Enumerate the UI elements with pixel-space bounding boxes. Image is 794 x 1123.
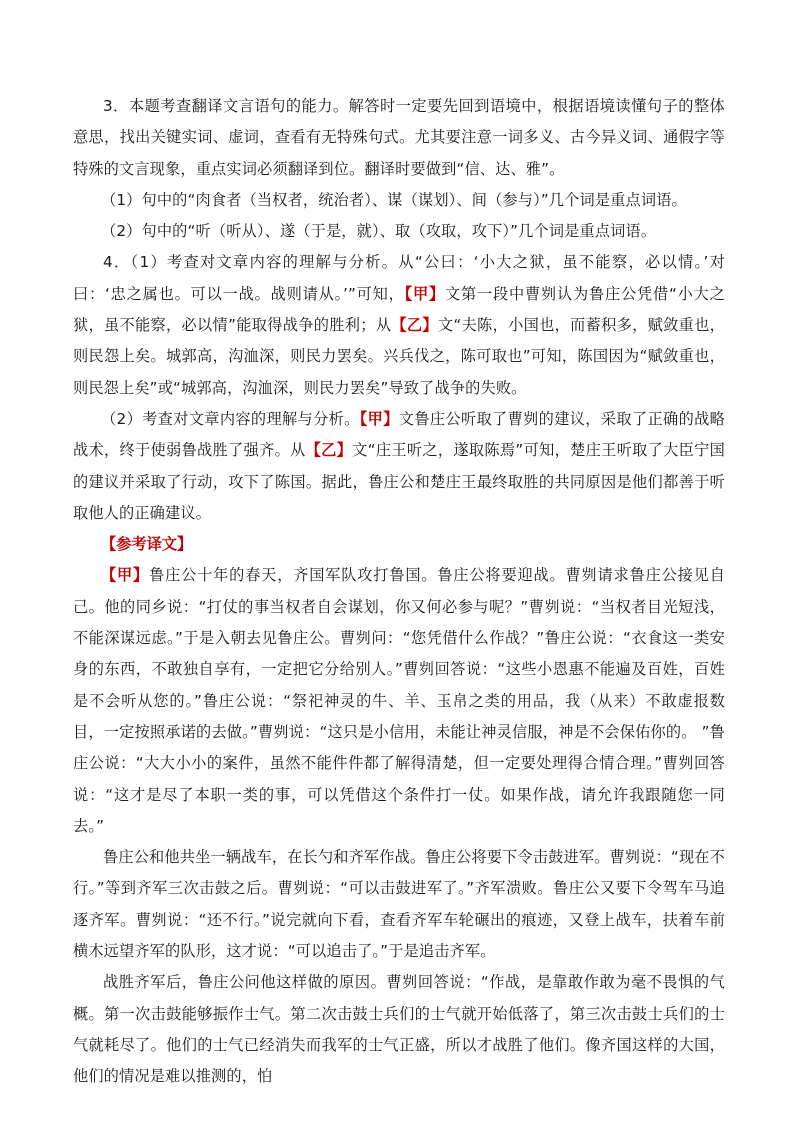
marker-jia: 【甲】 xyxy=(101,566,150,585)
explanation-item-4-1-text-b: 文第一段中曹刿认为鲁庄公凭借“小大之狱，虽不能察，必以情”能取得战争的胜利；从 xyxy=(73,284,725,335)
explanation-item-3-2 xyxy=(73,216,725,247)
answer-explanation-body xyxy=(73,91,725,1093)
reference-translation-heading xyxy=(73,529,725,560)
explanation-item-4-2 xyxy=(73,404,725,529)
explanation-item-3 xyxy=(73,91,725,185)
marker-yi: 【乙】 xyxy=(305,441,353,460)
marker-yi: 【乙】 xyxy=(391,316,438,335)
explanation-item-3-2-text: （2）句中的“听（听从）、遂（于是，就）、取（攻取，攻下）”几个词是重点词语。 xyxy=(101,222,657,241)
explanation-item-3-1-text: （1）句中的“肉食者（当权者，统治者）、谋（谋划）、间（参与）”几个词是重点词语。 xyxy=(101,190,687,209)
marker-jia: 【甲】 xyxy=(359,409,399,428)
translation-paragraph-1 xyxy=(73,560,725,842)
translation-paragraph-2 xyxy=(73,842,725,967)
translation-paragraph-3-text: 战胜齐军后，鲁庄公问他这样做的原因。曹刿回答说：“作战，是靠敢作敢为毫不畏惧的气概。第一次击鼓能够振作士气。第二次击鼓士兵们的士气就开始低落了，第三次击鼓士兵们的士气就耗尽了。他们的士气已经消失而我军的士气正盛，所以才战胜了他们。像齐国这样的大国，他们的情况是难以推测的，怕 xyxy=(73,973,725,1086)
explanation-item-4-2-text-a: （2）考查对文章内容的理解与分析。 xyxy=(101,409,360,428)
explanation-item-4-2-text-c: 文“庄王听之，遂取陈焉”可知，楚庄王听取了大臣宁国的建议并采取了行动，攻下了陈国。据此，鲁庄公和楚庄王最终取胜的共同原因是他们都善于听取他人的正确建议。 xyxy=(73,441,726,522)
translation-paragraph-1-text: 鲁庄公十年的春天，齐国军队攻打鲁国。鲁庄公将要迎战。曹刿请求鲁庄公接见自己。他的同乡说：“打仗的事当权者自会谋划，你又何必参与呢？”曹刿说：“当权者目光短浅，不能深谋远虑。”于是入朝去见鲁庄公。曹刿问：“您凭借什么作战？”鲁庄公说：“衣食这一类安身的东西，不敢独自享有，一定把它分给别人。”曹刿回答说：“这些小恩惠不能遍及百姓，百姓是不会听从您的。”鲁庄公说：“祭祀神灵的牛、羊、玉帛之类的用品，我（从来）不敢虚报数目，一定按照承诺的去做。”曹刿说：“这只是小信用，未能让神灵信服，神是不会保佑你的。 ”鲁庄公说：“大大小小的案件，虽然不能件件都了解得清楚，但一定要处理得合情合理。”曹刿回答说：“这才是尽了本职一类的事，可以凭借这个条件打一仗。如果作战，请允许我跟随您一同去。” xyxy=(73,566,726,835)
explanation-item-4-1 xyxy=(73,247,725,403)
translation-paragraph-2-text: 鲁庄公和他共坐一辆战车，在长勺和齐军作战。鲁庄公将要下令击鼓进军。曹刿说：“现在不行。”等到齐军三次击鼓之后。曹刿说：“可以击鼓进军了。”齐军溃败。鲁庄公又要下令驾车马追逐齐军。曹刿说：“还不行。”说完就向下看，查看齐军车轮碾出的痕迹，又登上战车，扶着车前横木远望齐军的队形，这才说：“可以追击了。”于是追击齐军。 xyxy=(73,848,725,961)
explanation-item-4-1-text-a: 4．（1）考查对文章内容的理解与分析。从“公曰：‘小大之狱，虽不能察，必以情。’对曰：‘忠之属也。可以一战。战则请从。’”可知， xyxy=(73,253,725,303)
explanation-item-4-1-text-c: 文“夫陈，小国也，而蓄积多，赋敛重也，则民怨上矣。城郭高，沟洫深，则民力罢矣。兴兵伐之，陈可取也”可知，陈国因为“赋敛重也，则民怨上矣”或“城郭高，沟洫深，则民力罢矣”导致了战争的失败。 xyxy=(73,316,725,397)
explanation-item-3-1 xyxy=(73,185,725,216)
marker-jia: 【甲】 xyxy=(404,284,446,303)
explanation-item-3-text: 3．本题考查翻译文言语句的能力。解答时一定要先回到语境中，根据语境读懂句子的整体意思，找出关键实词、虚词，查看有无特殊句式。尤其要注意一词多义、古今异义词、通假字等特殊的文言现象，重点实词必须翻译到位。翻译时要做到“信、达、雅”。 xyxy=(73,97,725,178)
translation-paragraph-3 xyxy=(73,967,725,1092)
reference-translation-heading-text: 【参考译文】 xyxy=(101,535,193,554)
explanation-item-4-2-text-b: 文鲁庄公听取了曹刿的建议，采取了正确的战略战术，终于使弱鲁战胜了强齐。从 xyxy=(73,409,726,460)
